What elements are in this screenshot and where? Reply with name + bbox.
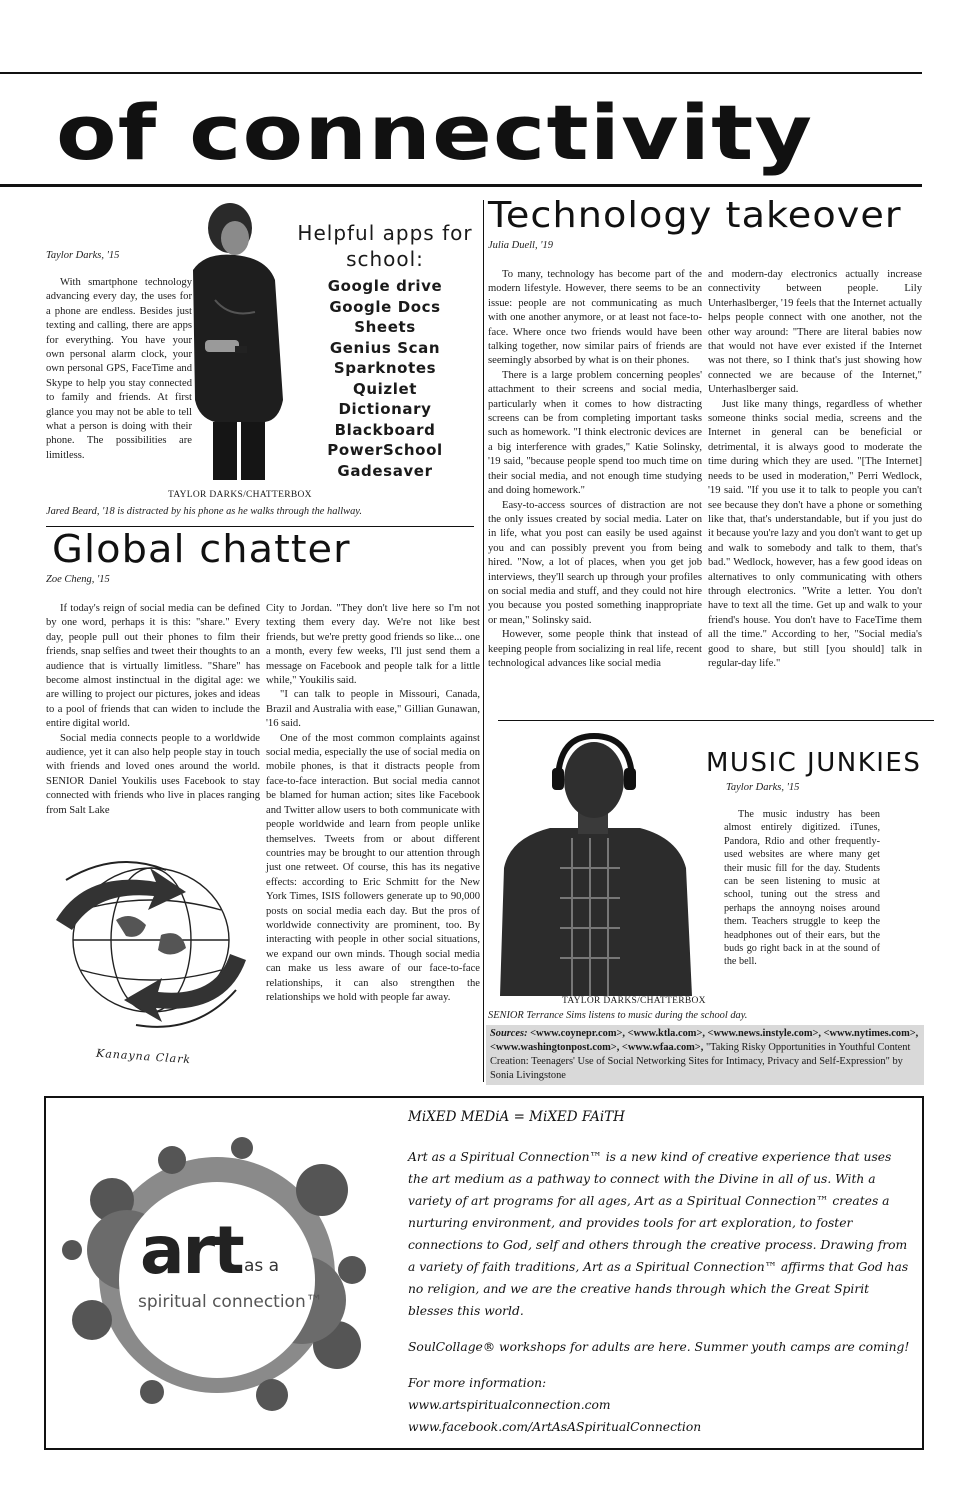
global-chatter-col2 [266, 602, 480, 1005]
music-photo-credit: TAYLOR DARKS/CHATTERBOX [562, 996, 706, 1006]
section-rule-right [498, 720, 934, 721]
app-item: Sheets [354, 318, 416, 336]
sources-box [486, 1025, 924, 1085]
banner-top-rule [0, 72, 922, 74]
app-item: Dictionary [338, 400, 432, 418]
ad-more-label: For more information: [408, 1376, 547, 1390]
globe-illustration [46, 840, 260, 1070]
ad-box [44, 1096, 924, 1450]
app-item: Genius Scan [329, 338, 441, 357]
paragraph: Easy-to-access sources of distraction are not the only issues created by social media. Later on in life, what you post can easily be used against you and can possibly prevent you from being hired. "Now, a lot of places, when you get job interviews, they'll search up through your profiles on social media and stuff, and they could not hire you because you posted something inappropriate or mean," Solinsky said. [488, 499, 702, 626]
paragraph: "I can talk to people in Missouri, Canada, Brazil and Australia with ease," Gillian Gunawan, '16 said. [266, 689, 480, 730]
sources-citation: "Taking Risky Opportunities in Youthful Content Creation: Teenagers' Use of Social Networking Sites for Intimacy, Privacy and Self-Expression" by Sonia Livingstone [490, 1042, 911, 1081]
tech-takeover-headline: Technology takeover [488, 195, 902, 236]
phone-body-text: With smartphone technology advancing every day, the uses for a phone are endless. Besides just texting and calling, there are apps for everything. You have your own personal alarm clock, your own personal GPS, FaceTime and Skype to help you stay connected to family and friends. At first glance you may not be able to tell what a person is doing with their phone. The possibilities are limitless. [46, 277, 192, 461]
music-byline: Taylor Darks, '15 [726, 782, 800, 793]
ad-logo-main: art [140, 1212, 243, 1289]
tech-takeover-col2 [708, 268, 922, 671]
phone-photo-credit: TAYLOR DARKS/CHATTERBOX [168, 490, 312, 500]
phone-body [46, 276, 192, 463]
tech-takeover-col1 [488, 268, 702, 671]
paragraph: One of the most common complaints against social media, especially the use of social media on mobile phones, is that it distracts people from face-to-face interaction. But social media cannot be blamed for human action; sites like Facebook and Twitter allow users to both communicate with people worldwide and learn from people unlike themselves. Tweets from or about different countries may be brought to our attention through just one retweet. Of course, this has its negative effects: according to Eric Schmitt for the New York Times, ISIS followers generate up to 90,000 posts on social media each day. But the pros of worldwide connectivity are prominent, too. By interacting with people in other social situations, we expand our own minds. Though social media can make us less aware of our face-to-face relationships, it can also strengthen the relationships we hold with people far away. [266, 732, 480, 1003]
app-item: Google Docs [329, 297, 441, 316]
phone-byline: Taylor Darks, '15 [46, 250, 120, 261]
phone-photo [175, 200, 295, 480]
music-body-text: The music industry has been almost entirely digitized. iTunes, Pandora, Rdio and other frequently-used websites are where many get their music fill for the day. Students can be seen listening to music at school, tuning out the stress and perhaps the annoyng noises around them. Teachers struggle to keep the headphones out of their ears, but the buds go right back in at the sound of the bell. [724, 809, 880, 968]
banner-bottom-rule [0, 184, 922, 187]
sources-links: <www.coynepr.com>, <www.ktla.com>, <www.news.instyle.com>, <www.nytimes.com>, <www.washingtonpost.com>, <www.wfaa.com>, [490, 1028, 919, 1053]
helpful-apps-box [290, 220, 480, 481]
ad-paragraph: SoulCollage® workshops for adults are here. Summer youth camps are coming! [408, 1340, 910, 1354]
paragraph: Just like many things, regardless of whether someone thinks social media, screens and the Internet in general can be beneficial or detrimental, it is always good to moderate the time during which they are used. "[The Internet] needs to be used in moderation," Perri Wedlock, '19 said. "If you use it to talk to people you can't see because they don't have a phone or something like that, that's understandable, but if you just do it because you're lazy and you don't want to get up and walk to somebody and talk to them, that's bad." Wedlock, however, has a few good ideas on alternatives to only communicating with others through electronics. "Write a letter. You don't have to text all the time. Get up and walk to your friend's house. You don't have to FaceTime them all the time." According to her, "Social media's good to share, but still [you should] talk in regular-day life." [708, 398, 922, 669]
global-chatter-headline: Global chatter [52, 527, 351, 571]
ad-paragraph: Art as a Spiritual Connection™ is a new kind of creative experience that uses the art medium as a pathway to connect with the Divine in all of us. With a variety of art programs for all ages, Art as a Spiritual Connection™ creates a nurturing environment, and provides tools for art exploration, to foster connections to God, self and others through the creative process. Drawing from a variety of faith traditions, Art as a Spiritual Connection™ affirms that God has no religion, and we are the creative hands through which the Great Spirit blesses this world. [408, 1150, 909, 1318]
tech-takeover-byline: Julia Duell, '19 [488, 240, 553, 251]
banner-title: of connectivity [56, 88, 814, 177]
music-caption: SENIOR Terrance Sims listens to music during the school day. [488, 1010, 748, 1021]
phone-caption: Jared Beard, '18 is distracted by his phone as he walks through the hallway. [46, 506, 362, 517]
paragraph: City to Jordan. "They don't live here so I'm not texting them every day. We're not like best friends, but we're pretty good friends so like... one a month, every few weeks, I'll just send them a message on Facebook and people talk for a little while," Youkilis said. [266, 603, 480, 687]
ad-text [408, 1106, 914, 1438]
app-item: Gadesaver [337, 461, 433, 480]
ad-logo-small: as a [244, 1256, 280, 1276]
ad-heading: MiXED MEDiA = MiXED FAiTH [408, 1109, 625, 1125]
global-chatter-col1 [46, 602, 260, 818]
ad-url-facebook[interactable]: www.facebook.com/ArtAsASpiritualConnection [408, 1420, 702, 1434]
global-chatter-byline: Zoe Cheng, '15 [46, 574, 110, 585]
student-figure [500, 736, 692, 996]
paragraph: There is a large problem concerning peoples' attachment to their screens and social media, particularly when it comes to how distracting screens can be from completing important tasks such as homework. "I think electronic devices are a big interference with grades," Katie Solinsky, '19 said, "because people spend too much time on their social media, and not enough time studying and doing homework." [488, 369, 702, 497]
student-figure [193, 203, 283, 480]
app-item: PowerSchool [327, 441, 443, 459]
app-item: Sparknotes [333, 359, 437, 377]
ad-logo-sub: spiritual connection™ [138, 1292, 323, 1312]
app-item: Google drive [327, 277, 443, 295]
art-signature: Kanayna Clark [95, 1046, 192, 1067]
paragraph: and modern-day electronics actually increase connectivity between people. Lily Unterhaslberger, '19 feels that the Internet actually helps people connect with one another, not the other way around: "There are literal babies now that would not have ever existed if the Internet was not there, so I think that's just showing how connected we are because of the Internet," Unterhaslberger said. [708, 269, 922, 396]
column-divider [483, 200, 484, 1082]
ad-url-website[interactable]: www.artspiritualconnection.com [408, 1398, 611, 1412]
paragraph: Social media connects people to a worldwide audience, yet it can also help people stay in touch with friends and loved ones around the world. SENIOR Daniel Youkilis uses Facebook to stay connected with friends who live in places ranging from Salt Lake [46, 732, 260, 816]
apps-list [290, 276, 480, 481]
app-item: Blackboard [334, 420, 436, 439]
music-body [724, 808, 880, 969]
music-photo [490, 728, 700, 996]
sources-label: Sources: [490, 1028, 528, 1039]
apps-title: Helpful apps for school: [297, 221, 473, 271]
app-item: Quizlet [353, 379, 417, 398]
paragraph: However, some people think that instead of keeping people from socializing in real life, recent technological advances like social media [488, 629, 702, 669]
music-headline: MUSIC JUNKIES [706, 748, 922, 778]
paragraph: If today's reign of social media can be defined by one word, perhaps it is this: "share." Every day, people pull out their phones to film their friends, snap selfies and tweet their thoughts to an audience that is virtually limitless. "Share" has become almost instinctual in the digital age: we are willing to project our pictures, jokes and ideas to a pool of friends that can widen to include the entire digital world. [46, 603, 260, 730]
paragraph: To many, technology has become part of the modern lifestyle. However, there seems to be an issue: people are not communicating as much with one another anymore, or at least not face-to-face. Where once two friends would have been talking together, now similar pairs of friends are seemingly absorbed by what is on their phones. [488, 269, 702, 367]
